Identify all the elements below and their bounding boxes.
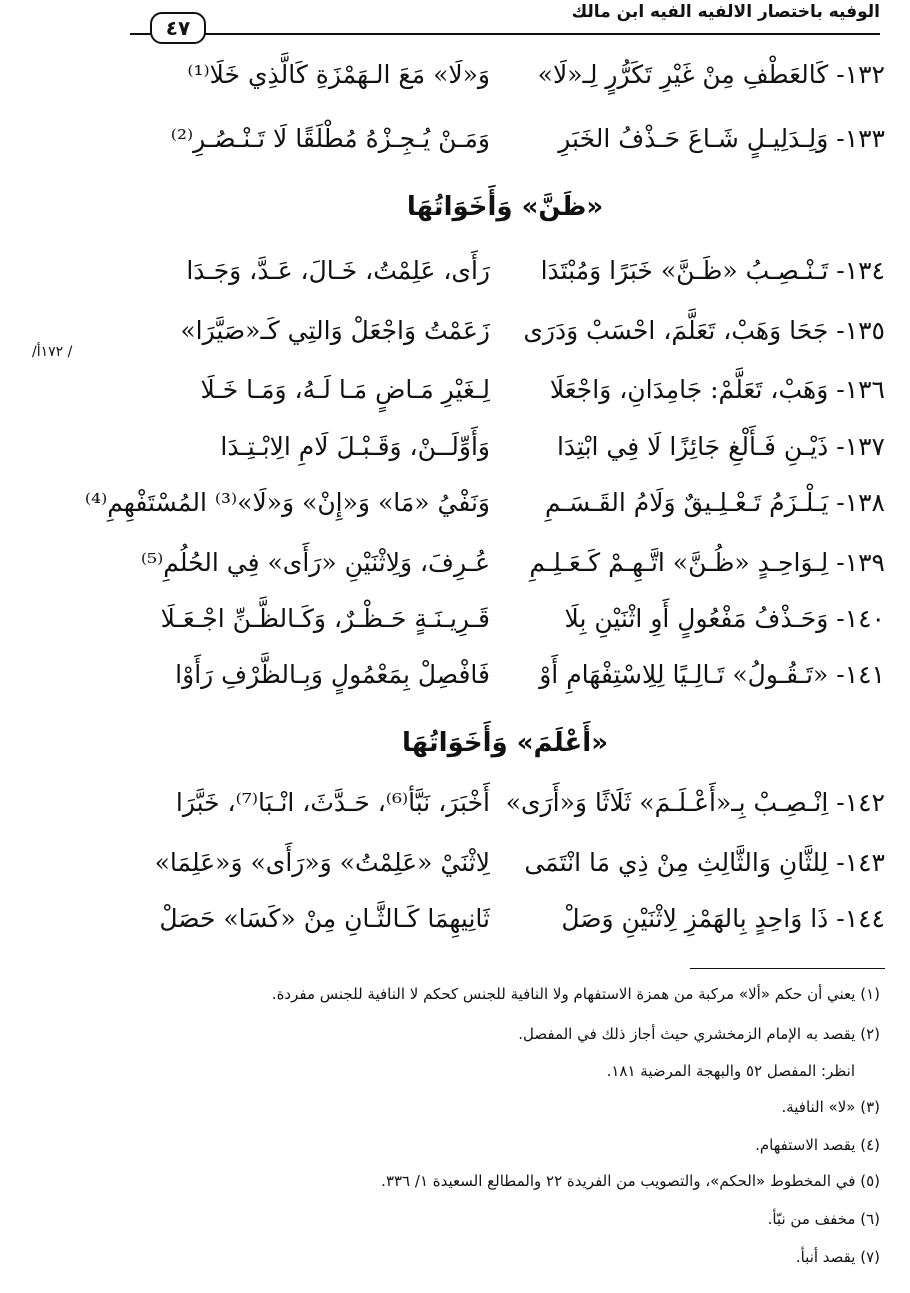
verse-first-hemistich: ١٣٩- لِـوَاحِـدٍ «ظُـنَّ» اتَّـهِـمْ كَـعَـلِـمِ <box>529 548 885 577</box>
verse-line <box>125 548 885 592</box>
verse-first-hemistich: ١٣٢- كَالعَطْفِ مِنْ غَيْرِ تَكَرُّرٍ لِـ«لَا» <box>537 60 885 89</box>
verse-second-hemistich: فَافْصِلْ بِمَعْمُولٍ وَبِـالظَّرْفِ رَأَوْا <box>175 660 490 689</box>
verse-first-hemistich: ١٤٠- وَحَـذْفُ مَفْعُولٍ أَوِ اثْنَيْنِ بِلَا <box>564 604 885 633</box>
verse-line <box>125 316 885 360</box>
verse-line <box>125 604 885 648</box>
verse-line <box>125 904 885 948</box>
verse-first-hemistich: ١٣٨- يَـلْـزَمُ تَـعْـلِـيقٌ وَلَامُ القَـسَـمِ <box>545 488 885 517</box>
section-heading: «ظَنَّ» وَأَخَوَاتُهَا <box>406 192 604 222</box>
footnote: (٤) يقصد الاستفهام. <box>755 1136 880 1154</box>
verse-second-hemistich: عُـرِفَ، وَلِاثْنَيْنِ «رَأَى» فِي الحُلُمِ⁽⁵⁾ <box>140 548 490 577</box>
verse-line <box>125 124 885 168</box>
verse-second-hemistich: لِاثْنَيْ «عَلِمْتُ» وَ«رَأَى» وَ«عَلِمَا» <box>154 848 490 877</box>
verse-line <box>125 256 885 300</box>
verse-line <box>125 375 885 419</box>
verse-second-hemistich: وَ«لَا» مَعَ الـهَمْزَةِ كَالَّذِي خَلَا⁽¹⁾ <box>187 60 490 89</box>
verse-first-hemistich: ١٣٥- جَحَا وَهَبْ، تَعَلَّمَ، احْسَبْ وَدَرَى <box>523 316 885 345</box>
verse-first-hemistich: ١٣٧- ذَيْـنِ فَـأَلْغِ جَائِزًا لَا فِي ابْتِدَا <box>556 432 885 461</box>
footnote: (٦) مخفف من نبّأ. <box>767 1210 880 1228</box>
footnote: (١) يعني أن حكم «ألا» مركبة من همزة الاستفهام ولا النافية للجنس كحكم لا النافية للجنس مفردة. <box>271 985 880 1003</box>
verse-first-hemistich: ١٤٣- لِلثَّانِ وَالثَّالِثِ مِنْ ذِي مَا انْتَمَى <box>524 848 885 877</box>
verse-line <box>125 660 885 704</box>
footnote-reference: انظر: المفصل ٥٢ والبهجة المرضية ١٨١. <box>606 1062 855 1080</box>
verse-line <box>125 788 885 832</box>
running-header <box>130 0 880 40</box>
footnote: (٢) يقصد به الإمام الزمخشري حيث أجاز ذلك في المفصل. <box>518 1025 880 1043</box>
header-title: الوفيه باختصار الالفيه الفيه ابن مالك <box>571 2 880 22</box>
verse-first-hemistich: ١٣٦- وَهَبْ، تَعَلَّمْ: جَامِدَانِ، وَاجْعَلَا <box>549 375 885 404</box>
verse-second-hemistich: وَأَوِّلَــنْ، وَقَـبْـلَ لَامِ الِابْـتِـدَا <box>220 432 490 461</box>
verse-second-hemistich: رَأَى، عَلِمْتُ، خَـالَ، عَـدَّ، وَجَـدَا <box>186 256 490 285</box>
verse-first-hemistich: ١٣٣- وَلِـدَلِيـلٍ شَـاعَ حَـذْفُ الخَبَرِ <box>558 124 885 153</box>
verse-second-hemistich: وَنَفْيُ «مَا» وَ«إِنْ» وَ«لَا»⁽³⁾ المُسْتَفْهِمِ⁽⁴⁾ <box>84 488 490 517</box>
header-rule <box>130 33 880 35</box>
verse-line <box>125 60 885 104</box>
footnote: (٧) يقصد أنبأ. <box>795 1248 880 1266</box>
margin-folio-note: /١٧٢أ / <box>32 344 73 360</box>
footnote: (٣) «لا» النافية. <box>781 1098 880 1116</box>
verse-first-hemistich: ١٤٤- ذَا وَاحِدٍ بِالهَمْزِ لِاثْنَيْنِ وَصَلْ <box>561 904 885 933</box>
verse-second-hemistich: وَمَـنْ يُـجِـزْهُ مُطْلَقًا لَا تَـنْـصُـرِ⁽²⁾ <box>170 124 490 153</box>
verse-first-hemistich: ١٣٤- تَـنْـصِـبُ «ظَـنَّ» خَبَرًا وَمُبْتَدَا <box>540 256 885 285</box>
verse-first-hemistich: ١٤٢- اِنْـصِـبْ بِـ«أَعْـلَـمَ» ثَلَاثًا وَ«أَرَى» <box>505 788 885 817</box>
section-heading: «أَعْلَمَ» وَأَخَوَاتُهَا <box>401 728 609 758</box>
verse-first-hemistich: ١٤١- «تَـقُـولُ» تَـالِـيًا لِلِاسْتِفْهَامِ أَوْ <box>539 660 885 689</box>
verse-second-hemistich: أَخْبَرَ، نَبَّأ⁽⁶⁾، حَـدَّثَ، انْـبَا⁽⁷⁾، خَبَّرَا <box>175 788 490 817</box>
verse-second-hemistich: زَعَمْتُ وَاجْعَلْ وَالتِي كَـ«صَيَّرَا» <box>180 316 490 345</box>
verse-second-hemistich: ثَانِيهِمَا كَـالثَّـانِ مِنْ «كَسَا» حَصَلْ <box>159 904 490 933</box>
page-number: ٤٧ <box>150 12 206 44</box>
verse-line <box>84 488 885 532</box>
verse-line <box>125 432 885 476</box>
footnote-separator <box>690 968 885 969</box>
verse-second-hemistich: لِـغَيْرِ مَـاضٍ مَـا لَـهُ، وَمَـا خَـلَا <box>200 375 490 404</box>
footnote: (٥) في المخطوط «الحكم»، والتصويب من الفريدة ٢٢ والمطالع السعيدة ١/ ٣٣٦. <box>381 1172 880 1190</box>
verse-second-hemistich: قَـرِيـنَـةٍ حَـظْـرٌ، وَكَـالظَّـنِّ اجْـعَـلَا <box>160 604 490 633</box>
verse-line <box>125 848 885 892</box>
